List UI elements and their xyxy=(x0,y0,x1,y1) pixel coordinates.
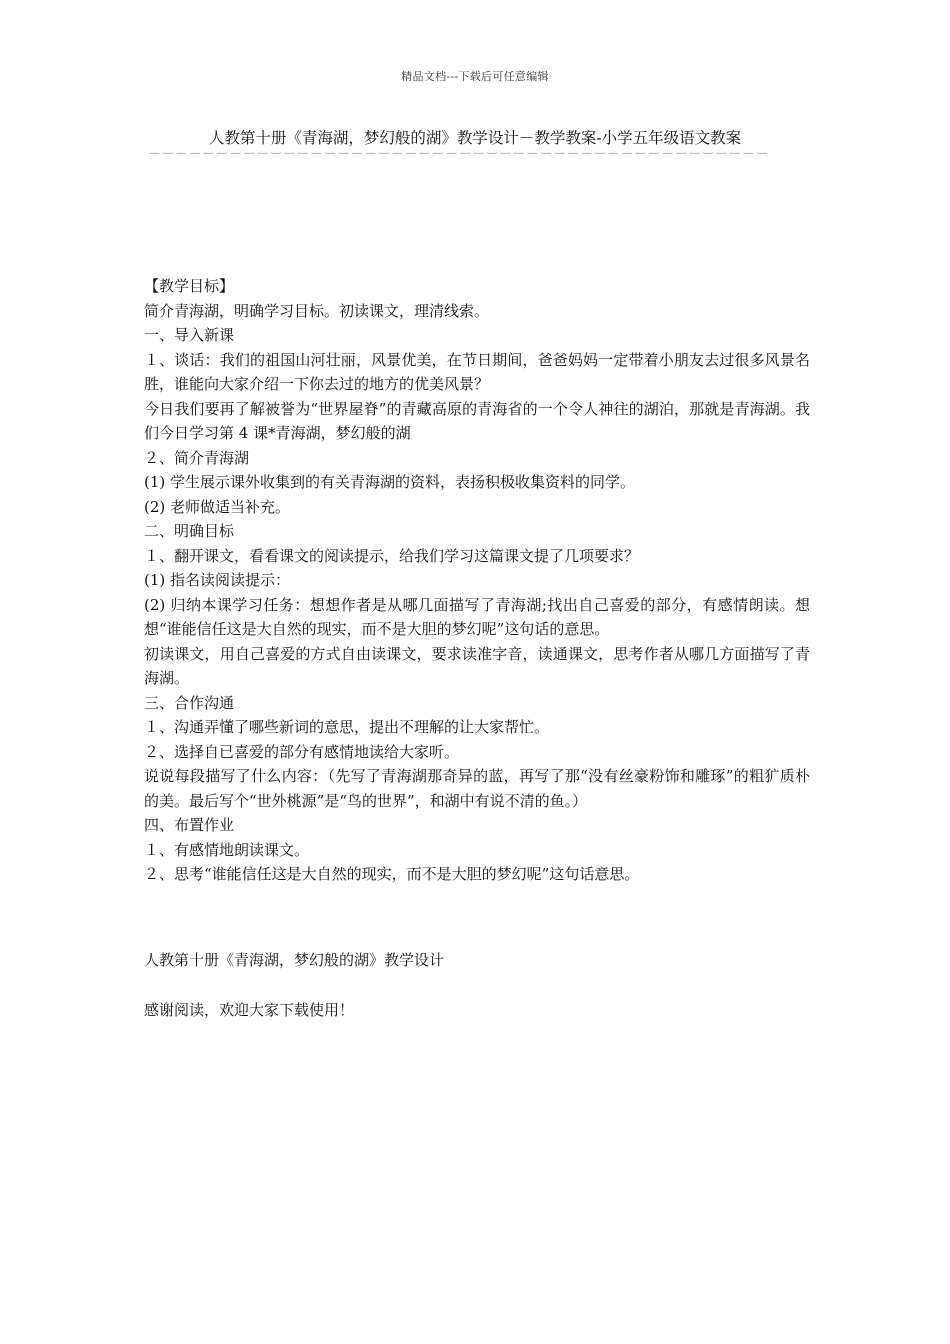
footer-title xyxy=(144,948,810,972)
footer-thanks-text: 感谢阅读，欢迎大家下载使用！ xyxy=(144,1001,355,1019)
paragraph: １、沟通弄懂了哪些新词的意思，提出不理解的让大家帮忙。 xyxy=(144,718,550,736)
paragraph: (1) 学生展示课外收集到的有关青海湖的资料，表扬积极收集资料的同学。 xyxy=(144,473,636,491)
paragraph: １、谈话：我们的祖国山河壮丽，风景优美，在节日期间，爸爸妈妈一定带着小朋友去过很多风景名胜，谁能向大家介绍一下你去过的地方的优美风景？ xyxy=(144,350,810,393)
section-heading-goals: 【教学目标】 xyxy=(144,277,235,295)
paragraph: １、翻开课文，看看课文的阅读提示，给我们学习这篇课文提了几项要求？ xyxy=(144,546,640,565)
footer-title-text: 人教第十册《青海湖，梦幻般的湖》教学设计 xyxy=(144,951,445,969)
paragraph: (1) 指名读阅读提示： xyxy=(144,571,291,589)
paragraph: 简介青海湖，明确学习目标。初读课文，理清线索。 xyxy=(144,301,490,320)
paragraph: 说说每段描写了什么内容：（先写了青海湖那奇异的蓝，再写了那“没有丝豪粉饰和雕琢”的粗犷质朴的美。最后写个“世外桃源”是“鸟的世界”，和湖中有说不清的鱼。） xyxy=(144,767,810,810)
paragraph: 今日我们要再了解被誉为“世界屋脊”的青藏高原的青海省的一个令人神往的湖泊，那就是青海湖。我们今日学习第 4 课*青海湖，梦幻般的湖 xyxy=(144,399,810,442)
paragraph: ２、思考“谁能信任这是大自然的现实，而不是大胆的梦幻呢”这句话意思。 xyxy=(144,865,640,883)
title-separator: －－－－－－－－－－－－－－－－－－－－－－－－－－－－－－－－－－－－－－－－－－－－－－ xyxy=(148,148,770,162)
paragraph: ２、简介青海湖 xyxy=(144,448,250,467)
section-heading: 一、导入新课 xyxy=(144,326,235,344)
header-note: 精品文档---下载后可任意编辑 xyxy=(401,70,549,83)
section-heading: 四、布置作业 xyxy=(144,816,235,834)
paragraph: (2) 归纳本课学习任务：想想作者是从哪几面描写了青海湖;找出自己喜爱的部分，有感情朗读。想想“谁能信任这是大自然的现实，而不是大胆的梦幻呢”这句话的意思。 xyxy=(144,595,810,638)
lesson-body xyxy=(144,274,810,887)
document-title: 人教第十册《青海湖，梦幻般的湖》教学设计－教学教案-小学五年级语文教案 xyxy=(208,129,742,147)
paragraph: １、有感情地朗读课文。 xyxy=(144,840,310,859)
section-heading: 二、明确目标 xyxy=(144,522,235,540)
section-heading: 三、合作沟通 xyxy=(144,693,235,712)
paragraph: 初读课文，用自己喜爱的方式自由读课文，要求读准字音，读通课文，思考作者从哪几方面描写了青海湖。 xyxy=(144,644,810,687)
paragraph: ２、选择自已喜爱的部分有感情地读给大家听。 xyxy=(144,742,460,761)
footer-thanks xyxy=(144,998,810,1022)
paragraph: (2) 老师做适当补充。 xyxy=(144,497,291,516)
